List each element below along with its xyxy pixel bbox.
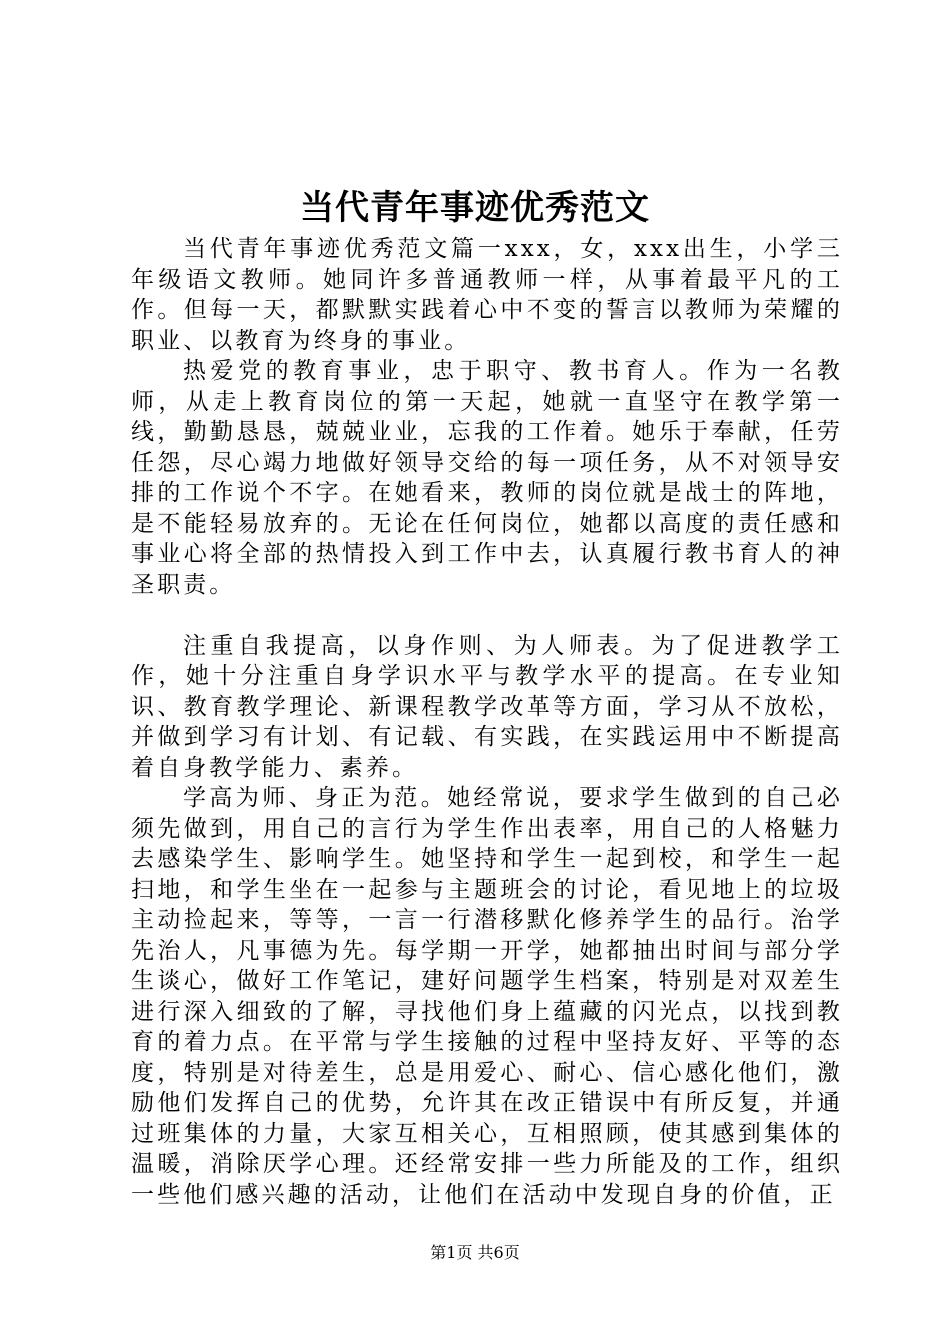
paragraph-4: 学高为师、身正为范。她经常说，要求学生做到的自己必须先做到，用自己的言行为学生作出表率，用自己的人格魅力去感染学生、影响学生。她坚持和学生一起到校，和学生一起扫地，和学生坐在一起参与主题班会的讨论，看见地上的垃圾主动捡起来，等等，一言一行潜移默化修养学生的品行。治学先治人，凡事德为先。每学期一开学，她都抽出时间与部分学生谈心，做好工作笔记，建好问题学生档案，特别是对双差生进行深入细致的了解，寻找他们身上蕴藏的闪光点，以找到教育的着力点。在平常与学生接触的过程中坚持友好、平等的态度，特别是对待差生，总是用爱心、耐心、信心感化他们，激励他们发挥自己的优势，允许其在改正错误中有所反复，并通过班集体的力量，大家互相关心，互相照顾，使其感到集体的温暖，消除厌学心理。还经常安排一些力所能及的工作，组织一些他们感兴趣的活动，让他们在活动中发现自身的价值，正 — [131, 785, 843, 1208]
paragraph-2: 热爱党的教育事业，忠于职守、教书育人。作为一名教师，从走上教育岗位的第一天起，她就一直坚守在教学第一线，勤勤恳恳，兢兢业业，忘我的工作着。她乐于奉献，任劳任怨，尽心竭力地做好领导交给的每一项任务，从不对领导安排的工作说个不字。在她看来，教师的岗位就是战士的阵地，是不能轻易放弃的。无论在任何岗位，她都以高度的责任感和事业心将全部的热情投入到工作中去，认真履行教书育人的神圣职责。 — [131, 358, 843, 598]
document-body — [131, 234, 843, 1210]
paragraph-1: 当代青年事迹优秀范文篇一xxx，女，xxx出生，小学三年级语文教师。她同许多普通教师一样，从事着最平凡的工作。但每一天，都默默实践着心中不变的誓言以教师为荣耀的职业、以教育为终身的事业。 — [131, 236, 843, 354]
document-title: 当代青年事迹优秀范文 — [300, 188, 650, 228]
paragraph-3: 注重自我提高，以身作则、为人师表。为了促进教学工作，她十分注重自身学识水平与教学水平的提高。在专业知识、教育教学理论、新课程教学改革等方面，学习从不放松，并做到学习有计划、有记载、有实践，在实践运用中不断提高着自身教学能力、素养。 — [131, 632, 843, 781]
page-footer: 第1页 共6页 — [430, 1243, 520, 1262]
